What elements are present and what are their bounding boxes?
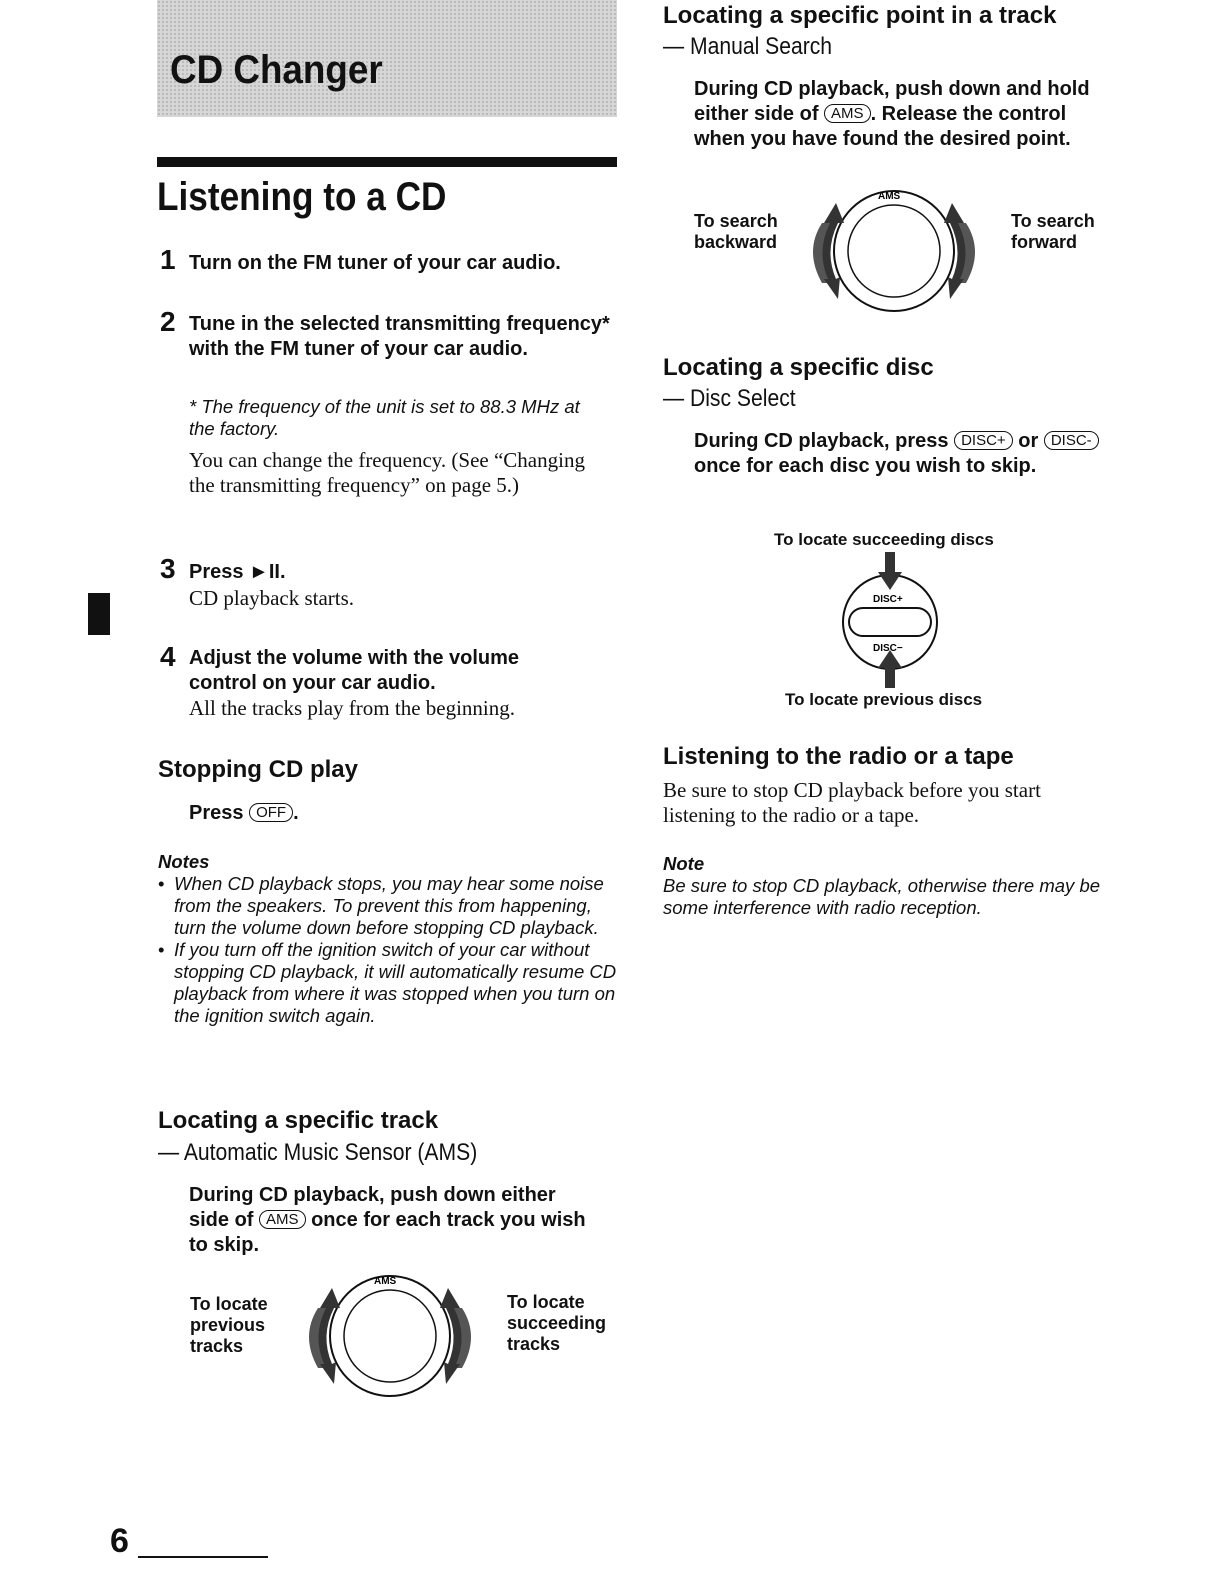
track-right-label <box>507 1292 606 1355</box>
notes-list <box>158 873 618 1027</box>
label-line: To locate <box>190 1294 268 1314</box>
dial-inner-ring <box>848 205 940 297</box>
title-rule <box>157 157 617 167</box>
label-line: backward <box>694 232 778 252</box>
dial-outer-ring <box>330 1276 450 1396</box>
disc-minus-button-label: DISC- <box>1044 431 1099 450</box>
press-label: Press <box>189 802 244 824</box>
radio-note: Be sure to stop CD playback, otherwise there may be some interference with radio reception. <box>663 875 1101 918</box>
page-number-rule <box>138 1556 268 1558</box>
point-heading: Locating a specific point in a track <box>663 2 1057 29</box>
radio-heading: Listening to the radio or a tape <box>663 743 1014 770</box>
step-2-footnote: * The frequency of the unit is set to 88.3 MHz at the factory. <box>189 396 580 439</box>
step-3-number: 3 <box>160 553 176 584</box>
off-button-label: OFF <box>249 803 293 822</box>
step-2-text: Tune in the selected transmitting frequency* with the FM tuner of your car audio. <box>189 313 610 360</box>
period: . <box>293 802 299 824</box>
notes-heading: Notes <box>158 851 210 872</box>
disc-subheading: — Disc Select <box>663 385 796 412</box>
step-3-body: CD playback starts. <box>189 586 355 610</box>
label-line: To search <box>1011 211 1095 231</box>
instruction-text: once for each track you wish to skip. <box>189 1209 586 1256</box>
dial-ams-label: AMS <box>374 1276 397 1287</box>
radio-note-heading: Note <box>663 853 705 874</box>
point-left-label <box>694 211 778 253</box>
disc-select-illustration <box>835 550 945 690</box>
label-line: To search <box>694 211 778 231</box>
instruction-text: During CD playback, press <box>694 430 949 452</box>
manual-search-dial-illustration <box>794 183 994 323</box>
disc-heading: Locating a specific disc <box>663 354 934 381</box>
label-line: tracks <box>190 1336 244 1356</box>
ams-dial-illustration <box>290 1268 490 1408</box>
step-4-body: All the tracks play from the beginning. <box>189 696 516 720</box>
label-line: previous <box>190 1315 266 1335</box>
stopping-instruction <box>189 801 299 826</box>
page-number: 6 <box>110 1522 129 1560</box>
label-line: tracks <box>507 1334 561 1354</box>
page-title: Listening to a CD <box>157 175 447 219</box>
step-4-text: Adjust the volume with the volume control on your car audio. <box>189 647 520 694</box>
step-3-text: Press ►II. <box>189 561 286 583</box>
radio-body: Be sure to stop CD playback before you start listening to the radio or a tape. <box>663 778 1041 827</box>
step-4-number: 4 <box>160 641 176 672</box>
step-1-text: Turn on the FM tuner of your car audio. <box>189 252 561 274</box>
step-2-body: You can change the frequency. (See “Changing the transmitting frequency” on page 5.) <box>189 448 585 497</box>
ams-button-label: AMS <box>824 104 871 123</box>
instruction-text: During CD playback, push down either side of <box>189 1184 556 1231</box>
ams-button-label: AMS <box>259 1210 306 1229</box>
dial-ams-label: AMS <box>878 191 901 202</box>
section-title: CD Changer <box>170 48 383 92</box>
instruction-text: or <box>1018 430 1039 452</box>
disc-top-label: To locate succeeding discs <box>774 530 994 549</box>
disc-plus-dial-label: DISC+ <box>873 594 903 605</box>
instruction-text: once for each disc you wish to skip. <box>694 455 1037 477</box>
point-right-label <box>1011 211 1095 253</box>
step-1-number: 1 <box>160 244 176 275</box>
label-line: forward <box>1011 232 1078 252</box>
section-tab-marker <box>88 593 110 635</box>
disc-instruction <box>694 429 1099 479</box>
track-subheading: — Automatic Music Sensor (AMS) <box>158 1139 478 1166</box>
track-instruction <box>189 1183 599 1258</box>
dial-outer-ring <box>834 191 954 311</box>
stopping-heading: Stopping CD play <box>158 756 358 783</box>
disc-minus-dial-label: DISC− <box>873 643 903 654</box>
point-instruction <box>694 77 1099 152</box>
disc-dial-center <box>849 608 931 636</box>
dial-inner-ring <box>344 1290 436 1382</box>
arrow-down-icon <box>878 552 902 590</box>
track-left-label <box>190 1294 268 1357</box>
label-line: To locate <box>507 1292 585 1312</box>
label-line: succeeding <box>507 1313 607 1333</box>
step-2-number: 2 <box>160 306 176 337</box>
track-heading: Locating a specific track <box>158 1107 439 1134</box>
note-item: • When CD playback stops, you may hear some noise from the speakers. To prevent this from happening, turn the volume down before stopping CD playback. <box>158 873 618 939</box>
instruction-text: . Release the control when you have found the desired point. <box>694 103 1071 150</box>
disc-plus-button-label: DISC+ <box>954 431 1013 450</box>
instruction-text: During CD playback, push down and hold either side of <box>694 78 1090 125</box>
disc-bottom-label: To locate previous discs <box>785 690 983 709</box>
note-item: • If you turn off the ignition switch of your car without stopping CD playback, it will automatically resume CD playback from where it was stopped when you turn on the ignition switch again. <box>158 939 618 1027</box>
point-subheading: — Manual Search <box>663 33 833 60</box>
